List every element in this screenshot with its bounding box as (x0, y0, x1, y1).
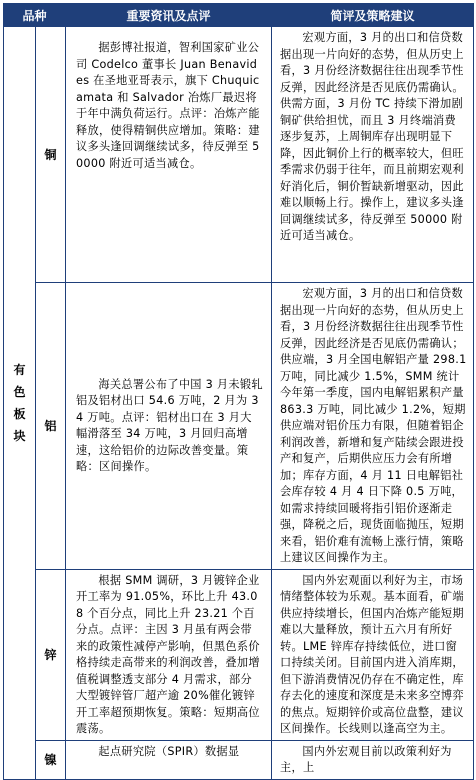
header-variety: 品种 (4, 4, 66, 27)
sector-char: 有 (13, 362, 26, 377)
strategy-text: 宏观方面，3 月的出口和信贷数据出现一片向好的态势，但从历史上看，3 月份经济数据往往出现季节性反弹，因此经济是否见底仍需确认；供应端，3 月全国电解铝产量 298.1 万吨，同比减少 1.5%，SMM 统计今年第一季度，国内电解铝累积产量 863.3 万吨，同比减少 1.2%，短期供应端对铝价压力有限，但随着铝企利润改善，新增和复产陆续会跟进投产和复产，后期供应压力会有所增加；库存方面，4 月 11 日电解铝社会库存较 4 月 4 日下降 0.5 万吨，如需求持续回暖将指引铝价逐渐走强，降税之后，现货面临抛压，短期来看，铝价难有流畅上涨行情，策略上建议区间操作为主。 (280, 287, 467, 564)
metal-copper: 铜 (36, 27, 66, 283)
strategy-text: 国内外宏观目前以政策利好为主，上 (280, 744, 452, 774)
news-cell (66, 27, 272, 283)
metal-aluminum: 铝 (36, 283, 66, 570)
table-row (4, 27, 474, 283)
strategy-cell (272, 27, 474, 283)
table-row (4, 740, 474, 779)
news-cell (66, 283, 272, 570)
sector-char: 板 (13, 406, 26, 421)
news-cell (66, 740, 272, 779)
news-cell (66, 569, 272, 740)
header-strategy: 简评及策略建议 (272, 4, 474, 27)
strategy-text: 宏观方面，3 月的出口和信贷数据出现一片向好的态势，但从历史上看，3 月份经济数据往往出现季节性反弹，因此经济是否见底仍需确认。供需方面，3 月份 TC 持续下滑加剧铜矿供给担忧，而且 3 月终端消费逐步复苏，上周铜库存出现明显下降，因此铜价上行的概率较大，但旺季需求仍弱于往年，而且前期宏观利好消化后，铜价暂缺新增驱动，因此难以顺畅上行。操作上，建议多头逢回调继续试多，待反弹至 50000 附近可适当减仓。 (280, 31, 464, 242)
table-row (4, 283, 474, 570)
strategy-cell (272, 740, 474, 779)
strategy-cell (272, 283, 474, 570)
strategy-text: 国内外宏观面以利好为主，市场情绪整体较为乐观。基本面看，矿端供应持续增长，但国内冶炼产能短期难以大量释放，预计五六月有所好转。LME 锌库存持续低位，进口窗口持续关闭。目前国内进入消库期，但下游消费情况仍存在不确定性，库存去化的速度和深度是未来多空博弈的焦点。短期锌价或高位盘整，建议区间操作。长线则以逢高空为主。 (280, 573, 464, 735)
news-text: 起点研究院（SPIR）数据显 (98, 744, 240, 758)
header-news: 重要资讯及点评 (66, 4, 272, 27)
metal-nickel: 镍 (36, 740, 66, 779)
header-row (4, 4, 474, 27)
sector-cell (4, 27, 36, 780)
metal-zinc: 锌 (36, 569, 66, 740)
news-text: 据彭博社报道，智利国家矿业公司 Codelco 董事长 Juan Benavides 在圣地亚哥表示，旗下 Chuquicamata 和 Salvador 冶炼厂最迟将于年中满负荷运行。点评：冶炼产能释放，使得精铜供应增加。策略：建议多头逢回调继续试多，待反弹至 50000 附近可适当减仓。 (76, 41, 260, 170)
table-row (4, 569, 474, 740)
news-text: 海关总署公布了中国 3 月未锻轧铝及铝材出口 54.6 万吨，2 月为 34 万吨。点评：铝材出口在 3 月大幅滑落至 34 万吨，3 月回归高增速，这给铝价的边际改善变量。策略：区间操作。 (76, 377, 263, 474)
strategy-cell (272, 569, 474, 740)
sector-char: 块 (13, 428, 26, 443)
commodity-table (3, 3, 474, 780)
news-text: 根据 SMM 调研，3 月镀锌企业开工率为 91.05%，环比上升 43.08 个百分点，同比上升 23.21 个百分点。点评：主因 3 月虽有两会带来的政策性减停产影响，但黑色系价格持续走高带来的利润改善，叠加增值税调整透支部分 4 月需求，部分大型镀锌管厂超产逾 20%催化镀锌开工率超预期恢复。策略：短期高位震荡。 (76, 573, 260, 735)
sector-char: 色 (13, 384, 26, 399)
